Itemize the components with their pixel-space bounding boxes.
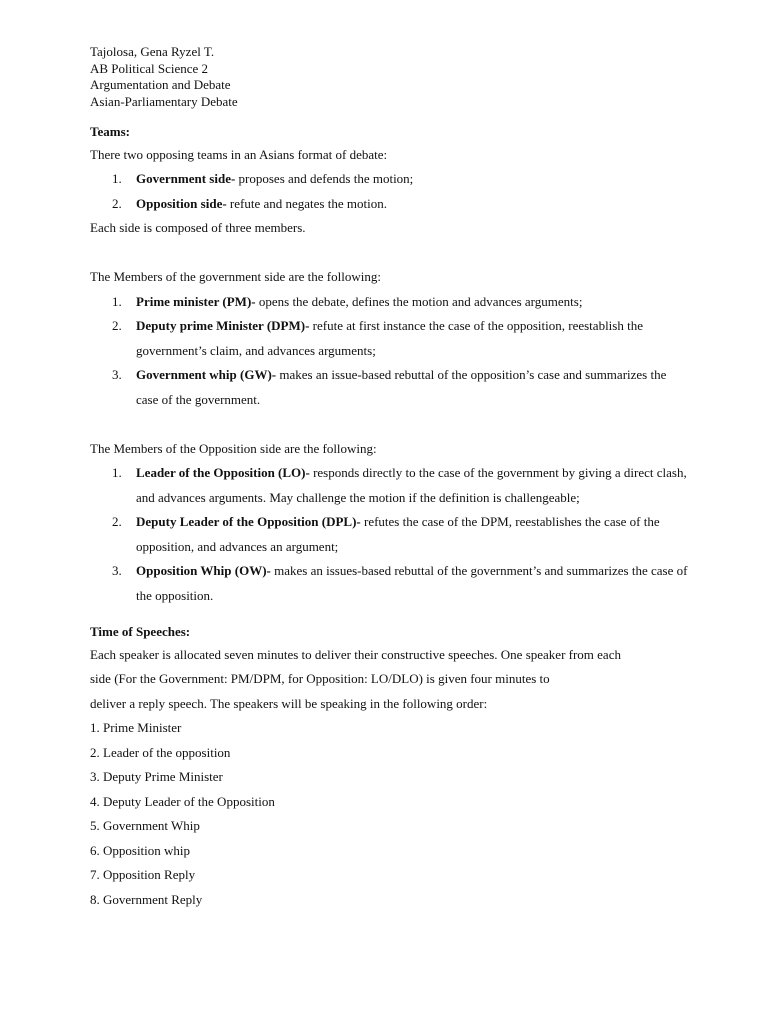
list-marker: 1. — [112, 293, 122, 309]
teams-list — [90, 167, 690, 216]
list-text: responds directly to the case of the government by giving a direct clash, and advances arguments. May challenge the motion if the definition is challengeable; — [136, 465, 687, 505]
spacer — [90, 241, 690, 266]
list-item: 8. Government Reply — [90, 891, 203, 907]
list-term: Government whip (GW)- — [136, 367, 277, 382]
list-term: Opposition side- — [136, 195, 227, 211]
list-text: opens the debate, defines the motion and advances arguments; — [255, 293, 583, 309]
list-item — [90, 314, 691, 363]
list-item — [90, 510, 691, 559]
list-item — [90, 290, 691, 315]
list-item: 6. Opposition whip — [90, 842, 191, 858]
list-term: Deputy prime Minister (DPM)- — [136, 318, 310, 333]
list-term: Government side- — [136, 171, 236, 186]
spacer — [90, 412, 690, 437]
subject-name: Argumentation and Debate — [90, 77, 231, 92]
teams-heading: Teams: — [90, 124, 130, 139]
list-item — [90, 167, 691, 192]
list-marker: 1. — [112, 171, 122, 186]
list-item — [90, 192, 691, 217]
course-name: AB Political Science 2 — [90, 60, 209, 76]
list-item: 5. Government Whip — [90, 818, 200, 833]
list-item: 2. Leader of the opposition — [90, 744, 231, 760]
list-term: Leader of the Opposition (LO)- — [136, 465, 310, 480]
list-item: 7. Opposition Reply — [90, 867, 196, 882]
list-item: 3. Deputy Prime Minister — [90, 769, 223, 784]
topic-name: Asian-Parliamentary Debate — [90, 93, 238, 109]
government-list — [90, 290, 690, 413]
list-item — [90, 363, 691, 412]
teams-note: Each side is composed of three members. — [90, 220, 306, 235]
speeches-line: deliver a reply speech. The speakers will be speaking in the following order: — [90, 695, 488, 711]
list-item — [90, 461, 691, 510]
list-text: refutes the case of the DPM, reestablishes the case of the opposition, and advances an argument; — [136, 514, 660, 554]
government-section — [90, 265, 690, 412]
list-marker: 3. — [112, 367, 122, 382]
government-intro: The Members of the government side are the following: — [90, 269, 381, 284]
list-text: proposes and defends the motion; — [235, 171, 414, 186]
document-page — [90, 44, 690, 912]
list-marker: 1. — [112, 465, 122, 480]
author-name: Tajolosa, Gena Ryzel T. — [90, 44, 215, 59]
speeches-line: Each speaker is allocated seven minutes to deliver their constructive speeches. One speaker from each — [90, 646, 621, 662]
list-marker: 3. — [112, 563, 122, 578]
document-header — [90, 44, 690, 110]
list-text: refute and negates the motion. — [226, 195, 387, 211]
list-term: Deputy Leader of the Opposition (DPL)- — [136, 514, 361, 529]
list-text: makes an issue-based rebuttal of the opposition’s case and summarizes the case of the government. — [136, 367, 667, 407]
speeches-line: side (For the Government: PM/DPM, for Opposition: LO/DLO) is given four minutes to — [90, 671, 550, 686]
list-text: refute at first instance the case of the opposition, reestablish the government’s claim, and advances arguments; — [136, 318, 643, 358]
list-text: makes an issues-based rebuttal of the government’s and summarizes the case of the opposition. — [136, 563, 688, 603]
list-marker: 2. — [112, 514, 122, 529]
speaking-order-list — [90, 716, 690, 912]
opposition-section — [90, 437, 690, 609]
list-marker: 2. — [112, 195, 122, 211]
teams-intro: There two opposing teams in an Asians format of debate: — [90, 146, 388, 162]
list-marker: 2. — [112, 318, 122, 333]
list-item: 1. Prime Minister — [90, 720, 182, 735]
opposition-list — [90, 461, 690, 608]
opposition-intro: The Members of the Opposition side are the following: — [90, 440, 377, 456]
list-item: 4. Deputy Leader of the Opposition — [90, 793, 275, 809]
list-term: Prime minister (PM)- — [136, 293, 256, 309]
speeches-heading: Time of Speeches: — [90, 624, 191, 639]
speeches-section — [90, 624, 690, 912]
teams-section — [90, 124, 690, 241]
list-item — [90, 559, 691, 608]
list-term: Opposition Whip (OW)- — [136, 563, 271, 578]
